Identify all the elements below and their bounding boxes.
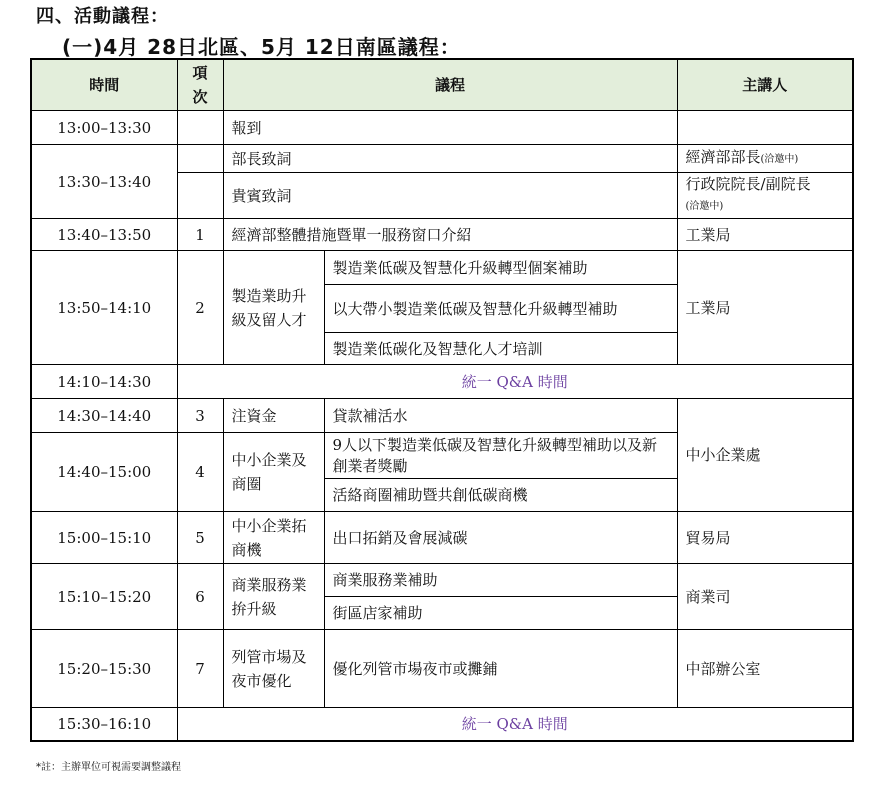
speaker-name: 經濟部部長 bbox=[685, 148, 761, 166]
time-cell: 15:10–15:20 bbox=[31, 564, 177, 630]
item-no-cell bbox=[177, 145, 223, 173]
section-heading: 四、活動議程： bbox=[36, 6, 169, 27]
time-cell: 14:10–14:30 bbox=[31, 365, 177, 399]
table-row bbox=[31, 399, 853, 433]
subtopic-cell: 貸款補活水 bbox=[324, 399, 677, 433]
speaker-cell: 中部辦公室 bbox=[677, 630, 853, 708]
speaker-cell: 中小企業處 bbox=[677, 399, 853, 512]
table-row bbox=[31, 512, 853, 564]
topic-group-cell: 製造業助升級及留人才 bbox=[223, 251, 324, 365]
table-row bbox=[31, 111, 853, 145]
time-cell: 15:00–15:10 bbox=[31, 512, 177, 564]
table-row bbox=[31, 219, 853, 251]
topic-cell: 部長致詞 bbox=[223, 145, 677, 173]
topic-group-cell: 中小企業及商圈 bbox=[223, 433, 324, 512]
topic-cell: 報到 bbox=[223, 111, 677, 145]
footnote: *註：主辦單位可視需要調整議程 bbox=[36, 762, 181, 773]
time-cell: 15:20–15:30 bbox=[31, 630, 177, 708]
table-row bbox=[31, 145, 853, 173]
subtopic-cell: 優化列管市場夜市或攤鋪 bbox=[324, 630, 677, 708]
time-cell: 13:30–13:40 bbox=[31, 145, 177, 219]
item-no-cell: 6 bbox=[177, 564, 223, 630]
subtopic-cell: 商業服務業補助 bbox=[324, 564, 677, 597]
topic-group-cell: 注資金 bbox=[223, 399, 324, 433]
subtopic-cell: 出口拓銷及會展減碳 bbox=[324, 512, 677, 564]
speaker-cell bbox=[677, 111, 853, 145]
speaker-cell bbox=[677, 173, 853, 219]
speaker-cell: 貿易局 bbox=[677, 512, 853, 564]
topic-cell: 貴賓致詞 bbox=[223, 173, 677, 219]
table-row bbox=[31, 564, 853, 597]
agenda-table bbox=[30, 58, 854, 742]
qa-session-cell: 統一 Q&A 時間 bbox=[177, 708, 853, 741]
topic-cell: 經濟部整體措施暨單一服務窗口介紹 bbox=[223, 219, 677, 251]
table-row bbox=[31, 708, 853, 741]
subtopic-cell: 9人以下製造業低碳及智慧化升級轉型補助以及新創業者獎勵 bbox=[324, 433, 677, 479]
speaker-cell bbox=[677, 145, 853, 173]
header-time: 時間 bbox=[31, 59, 177, 111]
time-cell: 14:30–14:40 bbox=[31, 399, 177, 433]
subtopic-cell: 製造業低碳及智慧化升級轉型個案補助 bbox=[324, 251, 677, 285]
topic-group-cell: 中小企業拓商機 bbox=[223, 512, 324, 564]
topic-group-cell: 商業服務業拚升級 bbox=[223, 564, 324, 630]
qa-session-cell: 統一 Q&A 時間 bbox=[177, 365, 853, 399]
speaker-cell: 工業局 bbox=[677, 251, 853, 365]
time-cell: 14:40–15:00 bbox=[31, 433, 177, 512]
section-subheading: (一)4月 28日北區、5月 12日南區議程： bbox=[62, 35, 461, 59]
item-no-cell: 4 bbox=[177, 433, 223, 512]
item-no-cell: 3 bbox=[177, 399, 223, 433]
subtopic-cell: 以大帶小製造業低碳及智慧化升級轉型補助 bbox=[324, 285, 677, 333]
speaker-cell: 商業司 bbox=[677, 564, 853, 630]
time-cell: 13:40–13:50 bbox=[31, 219, 177, 251]
time-cell: 15:30–16:10 bbox=[31, 708, 177, 741]
speaker-name: 行政院院長/副院長 bbox=[685, 175, 811, 193]
topic-group-cell: 列管市場及夜市優化 bbox=[223, 630, 324, 708]
item-no-cell: 5 bbox=[177, 512, 223, 564]
subtopic-cell: 街區店家補助 bbox=[324, 597, 677, 630]
speaker-cell: 工業局 bbox=[677, 219, 853, 251]
item-no-cell bbox=[177, 173, 223, 219]
table-header-row bbox=[31, 59, 853, 111]
time-cell: 13:00–13:30 bbox=[31, 111, 177, 145]
speaker-note: (洽邀中) bbox=[760, 154, 799, 165]
header-item-no: 項次 bbox=[177, 59, 223, 111]
time-cell: 13:50–14:10 bbox=[31, 251, 177, 365]
table-row bbox=[31, 365, 853, 399]
subtopic-cell: 製造業低碳化及智慧化人才培訓 bbox=[324, 333, 677, 365]
item-no-cell: 2 bbox=[177, 251, 223, 365]
header-speaker: 主講人 bbox=[677, 59, 853, 111]
table-row bbox=[31, 251, 853, 285]
subtopic-cell: 活絡商圈補助暨共創低碳商機 bbox=[324, 479, 677, 512]
item-no-cell: 1 bbox=[177, 219, 223, 251]
item-no-cell: 7 bbox=[177, 630, 223, 708]
table-row bbox=[31, 630, 853, 708]
header-agenda: 議程 bbox=[223, 59, 677, 111]
item-no-cell bbox=[177, 111, 223, 145]
speaker-note: (洽邀中) bbox=[685, 201, 724, 212]
